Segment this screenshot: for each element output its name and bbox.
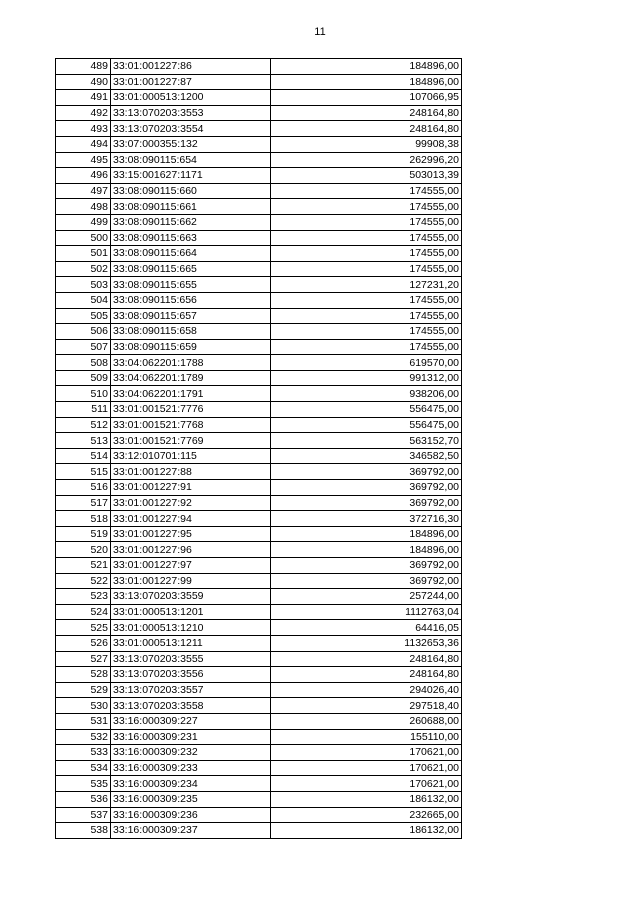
value-cell: 248164,80 <box>271 651 462 667</box>
table-row <box>56 59 462 75</box>
table-row <box>56 308 462 324</box>
cadastral-number-cell: 33:01:001227:95 <box>111 526 271 542</box>
row-number-cell: 512 <box>56 417 111 433</box>
table-row <box>56 152 462 168</box>
table-row <box>56 417 462 433</box>
value-cell: 563152,70 <box>271 433 462 449</box>
value-cell: 174555,00 <box>271 324 462 340</box>
value-cell: 174555,00 <box>271 292 462 308</box>
cadastral-number-cell: 33:04:062201:1788 <box>111 355 271 371</box>
value-cell: 991312,00 <box>271 370 462 386</box>
table-body <box>56 59 462 839</box>
row-number-cell: 498 <box>56 199 111 215</box>
value-cell: 232665,00 <box>271 807 462 823</box>
value-cell: 294026,40 <box>271 682 462 698</box>
row-number-cell: 521 <box>56 558 111 574</box>
table-row <box>56 823 462 839</box>
value-cell: 64416,05 <box>271 620 462 636</box>
cadastral-number-cell: 33:04:062201:1789 <box>111 370 271 386</box>
table-row <box>56 136 462 152</box>
value-cell: 127231,20 <box>271 277 462 293</box>
cadastral-number-cell: 33:13:070203:3558 <box>111 698 271 714</box>
row-number-cell: 508 <box>56 355 111 371</box>
cadastral-number-cell: 33:16:000309:232 <box>111 745 271 761</box>
cadastral-number-cell: 33:15:001627:1171 <box>111 168 271 184</box>
value-cell: 174555,00 <box>271 183 462 199</box>
table-row <box>56 760 462 776</box>
value-cell: 174555,00 <box>271 308 462 324</box>
table-row <box>56 105 462 121</box>
table-row <box>56 277 462 293</box>
row-number-cell: 501 <box>56 246 111 262</box>
cadastral-number-cell: 33:08:090115:663 <box>111 230 271 246</box>
table-row <box>56 495 462 511</box>
row-number-cell: 515 <box>56 464 111 480</box>
table-row <box>56 464 462 480</box>
row-number-cell: 491 <box>56 90 111 106</box>
table-row <box>56 604 462 620</box>
table-row <box>56 292 462 308</box>
value-cell: 186132,00 <box>271 823 462 839</box>
cadastral-number-cell: 33:08:090115:664 <box>111 246 271 262</box>
row-number-cell: 528 <box>56 667 111 683</box>
value-cell: 297518,40 <box>271 698 462 714</box>
value-cell: 248164,80 <box>271 105 462 121</box>
cadastral-number-cell: 33:08:090115:658 <box>111 324 271 340</box>
cadastral-number-cell: 33:01:000513:1210 <box>111 620 271 636</box>
cadastral-number-cell: 33:13:070203:3553 <box>111 105 271 121</box>
value-cell: 174555,00 <box>271 214 462 230</box>
cadastral-number-cell: 33:08:090115:662 <box>111 214 271 230</box>
cadastral-number-cell: 33:01:001227:96 <box>111 542 271 558</box>
value-cell: 369792,00 <box>271 558 462 574</box>
table-row <box>56 448 462 464</box>
cadastral-number-cell: 33:04:062201:1791 <box>111 386 271 402</box>
value-cell: 184896,00 <box>271 59 462 75</box>
cadastral-number-cell: 33:01:001227:86 <box>111 59 271 75</box>
cadastral-number-cell: 33:16:000309:237 <box>111 823 271 839</box>
row-number-cell: 537 <box>56 807 111 823</box>
table-row <box>56 682 462 698</box>
table-row <box>56 339 462 355</box>
row-number-cell: 527 <box>56 651 111 667</box>
value-cell: 556475,00 <box>271 417 462 433</box>
cadastral-number-cell: 33:13:070203:3557 <box>111 682 271 698</box>
table-row <box>56 558 462 574</box>
row-number-cell: 511 <box>56 402 111 418</box>
value-cell: 174555,00 <box>271 339 462 355</box>
row-number-cell: 538 <box>56 823 111 839</box>
row-number-cell: 525 <box>56 620 111 636</box>
cadastral-number-cell: 33:08:090115:665 <box>111 261 271 277</box>
cadastral-number-cell: 33:01:001227:99 <box>111 573 271 589</box>
cadastral-number-cell: 33:07:000355:132 <box>111 136 271 152</box>
value-cell: 170621,00 <box>271 745 462 761</box>
value-cell: 1132653,36 <box>271 635 462 651</box>
value-cell: 99908,38 <box>271 136 462 152</box>
table-row <box>56 511 462 527</box>
data-table <box>55 58 462 839</box>
table-row <box>56 74 462 90</box>
cadastral-number-cell: 33:13:070203:3555 <box>111 651 271 667</box>
value-cell: 170621,00 <box>271 760 462 776</box>
cadastral-number-cell: 33:01:001227:88 <box>111 464 271 480</box>
row-number-cell: 533 <box>56 745 111 761</box>
table-row <box>56 745 462 761</box>
page-number: 11 <box>314 26 326 38</box>
row-number-cell: 516 <box>56 480 111 496</box>
table-row <box>56 713 462 729</box>
row-number-cell: 499 <box>56 214 111 230</box>
value-cell: 184896,00 <box>271 74 462 90</box>
cadastral-number-cell: 33:08:090115:661 <box>111 199 271 215</box>
value-cell: 186132,00 <box>271 791 462 807</box>
cadastral-number-cell: 33:08:090115:655 <box>111 277 271 293</box>
row-number-cell: 504 <box>56 292 111 308</box>
row-number-cell: 496 <box>56 168 111 184</box>
row-number-cell: 532 <box>56 729 111 745</box>
value-cell: 184896,00 <box>271 542 462 558</box>
table-row <box>56 635 462 651</box>
cadastral-number-cell: 33:01:001521:7768 <box>111 417 271 433</box>
cadastral-number-cell: 33:13:070203:3554 <box>111 121 271 137</box>
row-number-cell: 493 <box>56 121 111 137</box>
row-number-cell: 529 <box>56 682 111 698</box>
table-row <box>56 370 462 386</box>
row-number-cell: 490 <box>56 74 111 90</box>
table-row <box>56 121 462 137</box>
table-row <box>56 386 462 402</box>
value-cell: 257244,00 <box>271 589 462 605</box>
value-cell: 248164,80 <box>271 667 462 683</box>
table-row <box>56 261 462 277</box>
row-number-cell: 531 <box>56 713 111 729</box>
row-number-cell: 503 <box>56 277 111 293</box>
cadastral-number-cell: 33:01:001227:91 <box>111 480 271 496</box>
row-number-cell: 502 <box>56 261 111 277</box>
cadastral-number-cell: 33:08:090115:656 <box>111 292 271 308</box>
table-row <box>56 526 462 542</box>
row-number-cell: 536 <box>56 791 111 807</box>
cadastral-number-cell: 33:13:070203:3556 <box>111 667 271 683</box>
table-row <box>56 214 462 230</box>
value-cell: 369792,00 <box>271 573 462 589</box>
table-row <box>56 324 462 340</box>
value-cell: 1112763,04 <box>271 604 462 620</box>
value-cell: 619570,00 <box>271 355 462 371</box>
row-number-cell: 530 <box>56 698 111 714</box>
cadastral-number-cell: 33:16:000309:231 <box>111 729 271 745</box>
table-row <box>56 90 462 106</box>
table-row <box>56 480 462 496</box>
table-row <box>56 168 462 184</box>
table-row <box>56 199 462 215</box>
table-row <box>56 542 462 558</box>
cadastral-number-cell: 33:12:010701:115 <box>111 448 271 464</box>
table-row <box>56 246 462 262</box>
table-row <box>56 433 462 449</box>
table-row <box>56 573 462 589</box>
table-row <box>56 183 462 199</box>
table-row <box>56 651 462 667</box>
row-number-cell: 514 <box>56 448 111 464</box>
cadastral-number-cell: 33:08:090115:660 <box>111 183 271 199</box>
row-number-cell: 509 <box>56 370 111 386</box>
value-cell: 174555,00 <box>271 199 462 215</box>
cadastral-number-cell: 33:16:000309:236 <box>111 807 271 823</box>
value-cell: 248164,80 <box>271 121 462 137</box>
value-cell: 369792,00 <box>271 464 462 480</box>
value-cell: 556475,00 <box>271 402 462 418</box>
table-row <box>56 402 462 418</box>
value-cell: 174555,00 <box>271 230 462 246</box>
row-number-cell: 497 <box>56 183 111 199</box>
table-row <box>56 667 462 683</box>
row-number-cell: 513 <box>56 433 111 449</box>
value-cell: 260688,00 <box>271 713 462 729</box>
cadastral-number-cell: 33:01:001227:92 <box>111 495 271 511</box>
row-number-cell: 535 <box>56 776 111 792</box>
row-number-cell: 507 <box>56 339 111 355</box>
table-row <box>56 791 462 807</box>
table-row <box>56 355 462 371</box>
value-cell: 170621,00 <box>271 776 462 792</box>
cadastral-number-cell: 33:16:000309:233 <box>111 760 271 776</box>
value-cell: 174555,00 <box>271 246 462 262</box>
row-number-cell: 506 <box>56 324 111 340</box>
row-number-cell: 489 <box>56 59 111 75</box>
row-number-cell: 523 <box>56 589 111 605</box>
cadastral-number-cell: 33:16:000309:235 <box>111 791 271 807</box>
cadastral-number-cell: 33:01:001521:7776 <box>111 402 271 418</box>
table-row <box>56 589 462 605</box>
row-number-cell: 500 <box>56 230 111 246</box>
value-cell: 184896,00 <box>271 526 462 542</box>
cadastral-number-cell: 33:08:090115:654 <box>111 152 271 168</box>
value-cell: 938206,00 <box>271 386 462 402</box>
value-cell: 174555,00 <box>271 261 462 277</box>
cadastral-number-cell: 33:01:000513:1211 <box>111 635 271 651</box>
row-number-cell: 505 <box>56 308 111 324</box>
table-row <box>56 776 462 792</box>
row-number-cell: 492 <box>56 105 111 121</box>
table-row <box>56 698 462 714</box>
cadastral-number-cell: 33:08:090115:659 <box>111 339 271 355</box>
cadastral-number-cell: 33:01:001227:87 <box>111 74 271 90</box>
value-cell: 346582,50 <box>271 448 462 464</box>
row-number-cell: 495 <box>56 152 111 168</box>
table-row <box>56 807 462 823</box>
value-cell: 369792,00 <box>271 495 462 511</box>
value-cell: 107066,95 <box>271 90 462 106</box>
cadastral-number-cell: 33:08:090115:657 <box>111 308 271 324</box>
cadastral-number-cell: 33:13:070203:3559 <box>111 589 271 605</box>
row-number-cell: 520 <box>56 542 111 558</box>
table-row <box>56 620 462 636</box>
cadastral-number-cell: 33:01:001521:7769 <box>111 433 271 449</box>
row-number-cell: 526 <box>56 635 111 651</box>
cadastral-number-cell: 33:01:001227:94 <box>111 511 271 527</box>
cadastral-number-cell: 33:01:000513:1200 <box>111 90 271 106</box>
value-cell: 155110,00 <box>271 729 462 745</box>
table-row <box>56 230 462 246</box>
row-number-cell: 522 <box>56 573 111 589</box>
table-row <box>56 729 462 745</box>
value-cell: 369792,00 <box>271 480 462 496</box>
value-cell: 262996,20 <box>271 152 462 168</box>
row-number-cell: 524 <box>56 604 111 620</box>
row-number-cell: 494 <box>56 136 111 152</box>
row-number-cell: 510 <box>56 386 111 402</box>
row-number-cell: 534 <box>56 760 111 776</box>
cadastral-number-cell: 33:16:000309:227 <box>111 713 271 729</box>
row-number-cell: 519 <box>56 526 111 542</box>
cadastral-number-cell: 33:16:000309:234 <box>111 776 271 792</box>
cadastral-number-cell: 33:01:001227:97 <box>111 558 271 574</box>
value-cell: 503013,39 <box>271 168 462 184</box>
value-cell: 372716,30 <box>271 511 462 527</box>
row-number-cell: 518 <box>56 511 111 527</box>
cadastral-number-cell: 33:01:000513:1201 <box>111 604 271 620</box>
row-number-cell: 517 <box>56 495 111 511</box>
